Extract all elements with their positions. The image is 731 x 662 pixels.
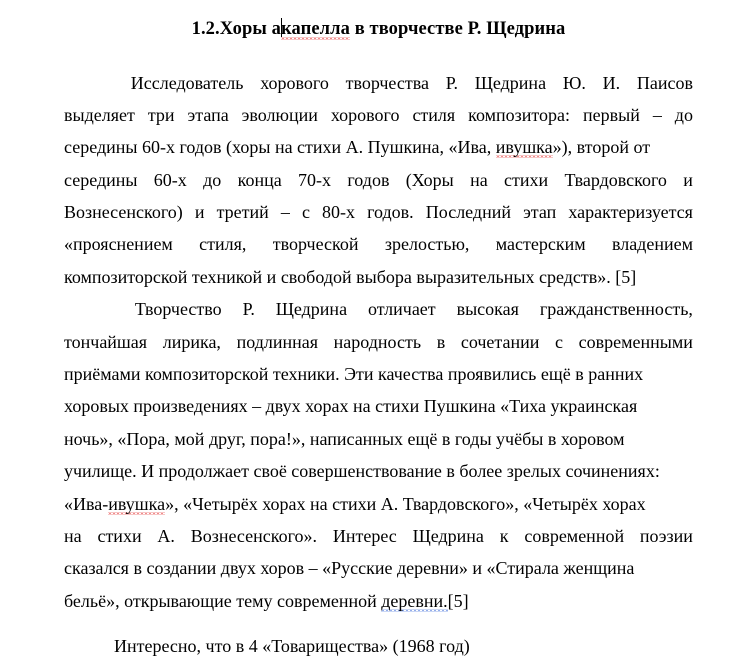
word: до [674, 104, 693, 125]
line-segment: середины 60-х годов (хоры на стихи А. Пушкина, «Ива, [64, 137, 496, 158]
word: поэзии [639, 525, 693, 546]
word: Интерес [332, 525, 397, 546]
word: Вознесенского». [190, 525, 318, 546]
word: к [499, 525, 509, 546]
line-segment: [5] [447, 590, 469, 611]
word: в [436, 331, 446, 352]
word: – [652, 104, 662, 125]
paragraph-1[interactable] [64, 67, 693, 294]
word: выделяет [64, 104, 135, 125]
word: три [147, 104, 175, 125]
word: мастерским [495, 234, 586, 255]
word: первый [583, 104, 640, 125]
word: Вознесенского) [64, 202, 183, 223]
misspelled-word[interactable]: ивушка [495, 137, 553, 158]
word: Щедрина [275, 299, 348, 320]
word: современными [578, 331, 693, 352]
word: на [470, 169, 488, 190]
heading-text-after: в творчестве Р. Щедрина [349, 19, 566, 39]
line-segment: композиторской техникой и свободой выбора выразительных средств». [5] [64, 266, 637, 287]
line-segment: приёмами композиторской техники. Эти качества проявились ещё в ранних [64, 364, 644, 385]
word: с [301, 202, 310, 223]
word: Р. [242, 299, 255, 320]
word: этап [523, 202, 557, 223]
word: третий [216, 202, 269, 223]
word: характеризуется [568, 202, 693, 223]
line-segment: хоровых произведениях – двух хорах на стихи Пушкина «Тиха украинская [64, 396, 638, 417]
word: Последний [425, 202, 511, 223]
document-text-body[interactable] [64, 0, 693, 656]
text-line [64, 520, 693, 552]
misspelled-word[interactable]: ивушка [108, 493, 166, 514]
word: Исследователь [130, 72, 244, 93]
heading-text-before-caret: Хоры а [219, 19, 282, 39]
text-line [64, 67, 693, 99]
word: Щедрина [412, 525, 484, 546]
line-segment: ночь», «Пора, мой друг, пора!», написанных ещё в годы учёбы в хоровом [64, 428, 625, 449]
text-line [64, 228, 693, 260]
word: Р. [445, 72, 458, 93]
text-line [64, 552, 693, 584]
page-title[interactable] [64, 0, 693, 39]
word: – [280, 202, 290, 223]
text-line [64, 261, 693, 293]
word: А. [157, 525, 175, 546]
word: высокая [456, 299, 519, 320]
heading-number: 1.2. [191, 19, 220, 39]
word: годов [347, 169, 390, 190]
word: подлинная [236, 331, 318, 352]
text-line [64, 196, 693, 228]
line-segment: »), второй от [552, 137, 651, 158]
word: И. [602, 72, 621, 93]
text-line [64, 488, 693, 520]
word: стиля, [199, 234, 247, 255]
word: творческой [272, 234, 359, 255]
word: 70-х [298, 169, 332, 190]
word: отличает [367, 299, 436, 320]
line-segment: сказался в создании двух хоров – «Русские деревни» и «Стирала женщина [64, 558, 635, 579]
word: Твардовского [564, 169, 667, 190]
word: Паисов [636, 72, 693, 93]
line-segment: бельё», открывающие тему современной [64, 590, 382, 611]
line-segment: Интересно, что в 4 «Товарищества» (1968 год) [114, 636, 470, 656]
word: народность [333, 331, 422, 352]
word: хорового [260, 72, 329, 93]
text-line [64, 390, 693, 422]
word: гражданственность, [539, 299, 693, 320]
word: стихи [97, 525, 142, 546]
word: и [683, 169, 693, 190]
word: (Хоры [405, 169, 454, 190]
line-segment: », «Четырёх хорах на стихи А. Твардовского», «Четырёх хорах [165, 493, 646, 514]
word: годов. [367, 202, 414, 223]
word: современной [524, 525, 625, 546]
word: Щедрина [474, 72, 547, 93]
text-line [64, 131, 693, 163]
word: стихи [504, 169, 549, 190]
word: на [64, 525, 82, 546]
word: композитора: [468, 104, 571, 125]
text-line [64, 99, 693, 131]
word: сочетании [460, 331, 540, 352]
word: эволюции [241, 104, 318, 125]
word: лирика, [162, 331, 221, 352]
text-line [64, 423, 693, 455]
line-segment: «Ива- [64, 493, 109, 514]
text-line [64, 585, 693, 617]
word: с [555, 331, 564, 352]
word: хорового [330, 104, 400, 125]
word: 80-х [322, 202, 356, 223]
word: этапа [187, 104, 229, 125]
word: творчества [345, 72, 429, 93]
line-segment: училище. И продолжает своё совершенствование в более зрелых сочинениях: [64, 461, 660, 482]
word: 60-х [153, 169, 187, 190]
word: середины [64, 169, 138, 190]
first-line-indent [64, 67, 114, 99]
word: Ю. [562, 72, 586, 93]
first-line-indent [64, 293, 114, 325]
grammar-error-word[interactable]: деревни. [381, 590, 448, 611]
word: тончайшая [64, 331, 148, 352]
word: «прояснением [64, 234, 173, 255]
text-line [64, 326, 693, 358]
word: Творчество [134, 299, 222, 320]
text-line [64, 164, 693, 196]
heading-misspelled-word[interactable]: капелла [281, 19, 350, 39]
text-line [64, 455, 693, 487]
text-line [64, 630, 693, 662]
text-line [64, 358, 693, 390]
word: до [203, 169, 222, 190]
word: и [194, 202, 205, 223]
word: стиля [412, 104, 456, 125]
text-line [64, 293, 693, 325]
word: конца [237, 169, 282, 190]
word: зрелостью, [384, 234, 470, 255]
paragraph-2[interactable] [64, 293, 693, 617]
clipped-text-line [64, 630, 693, 656]
word: владением [611, 234, 693, 255]
